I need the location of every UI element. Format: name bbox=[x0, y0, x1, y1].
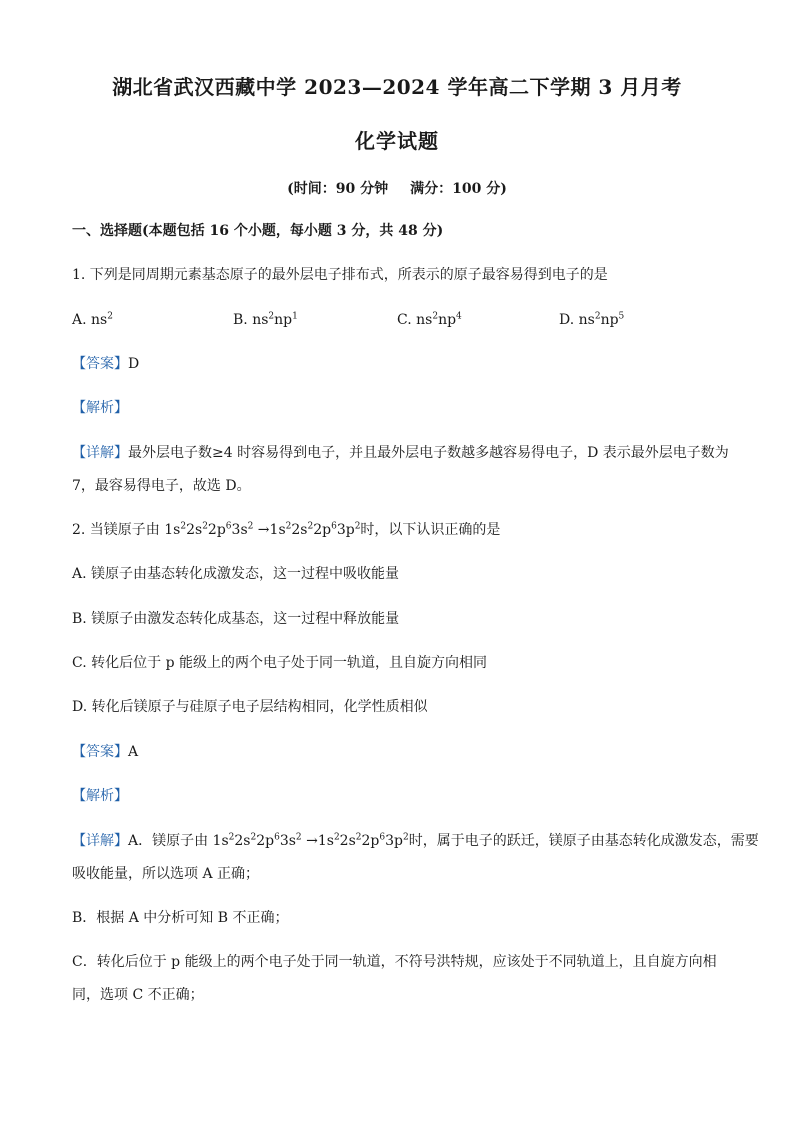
q2-detail-a-line1: 【详解】A．镁原子由 $1s^22s^22p^63s^2 \to 1s^22s^22p^63p^2$时，属于电子的跃迁，镁原子由基态转化成激发态，需要 bbox=[72, 832, 759, 849]
q2-option-c: C. 转化后位于 p 能级上的两个电子处于同一轨道，且自旋方向相同 bbox=[72, 655, 487, 671]
q2-detail-b: B．根据 A 中分析可知 B 不正确； bbox=[72, 910, 289, 926]
q1-option-d: D. $ns^2np^5$ bbox=[559, 311, 625, 328]
q2-detail-c-line2: 同，选项 C 不正确； bbox=[72, 987, 204, 1003]
q1-option-c: C. $ns^2np^4$ bbox=[397, 311, 462, 328]
score-info: 满分：100 分) bbox=[410, 181, 507, 197]
answer-value: A bbox=[128, 744, 139, 760]
q2-option-a: A. 镁原子由基态转化成激发态，这一过程中吸收能量 bbox=[72, 566, 400, 582]
exam-title: 湖北省武汉西藏中学 2023—2024 学年高二下学期 3 月月考 bbox=[112, 75, 682, 99]
q1-option-b: B. $ns^2np^1$ bbox=[233, 311, 298, 328]
q2-detail-c-line1: C．转化后位于 p 能级上的两个电子处于同一轨道，不符号洪特规，应该处于不同轨道上，且自旋方向相 bbox=[72, 954, 717, 970]
answer-value: D bbox=[128, 356, 140, 372]
analysis-tag: 【解析】 bbox=[72, 400, 128, 416]
q2-analysis bbox=[72, 786, 732, 806]
q1-stem: 1. 下列是同周期元素基态原子的最外层电子排布式，所表示的原子最容易得到电子的是 bbox=[72, 267, 608, 283]
q1-detail-line2: 7，最容易得电子，故选 D。 bbox=[72, 478, 251, 494]
answer-tag: 【答案】 bbox=[72, 356, 128, 372]
q1-analysis bbox=[72, 398, 732, 418]
q1-answer bbox=[72, 354, 732, 374]
detail-tag: 【详解】 bbox=[72, 445, 128, 461]
answer-tag: 【答案】 bbox=[72, 744, 128, 760]
q1-option-a: A. $ns^2$ bbox=[72, 311, 113, 328]
detail-tag: 【详解】 bbox=[72, 833, 128, 849]
q2-detail-a-line2: 吸收能量，所以选项 A 正确； bbox=[72, 866, 260, 882]
q2-stem: 2. 当镁原子由 $1s^22s^22p^63s^2 \to 1s^22s^22p^63p^2$时，以下认识正确的是 bbox=[72, 521, 501, 538]
q2-option-d: D. 转化后镁原子与硅原子电子层结构相同，化学性质相似 bbox=[72, 699, 428, 715]
analysis-tag: 【解析】 bbox=[72, 788, 128, 804]
exam-subtitle: 化学试题 bbox=[355, 129, 439, 153]
exam-meta bbox=[0, 178, 794, 198]
time-info: (时间：90 分钟 bbox=[287, 181, 389, 197]
q2-answer bbox=[72, 742, 732, 762]
section-heading: 一、选择题(本题包括 16 个小题，每小题 3 分，共 48 分) bbox=[72, 223, 444, 239]
q2-option-b: B. 镁原子由激发态转化成基态，这一过程中释放能量 bbox=[72, 611, 400, 627]
q1-detail-line1: 【详解】最外层电子数≥4 时容易得到电子，并且最外层电子数越多越容易得电子，D 表示最外层电子数为 bbox=[72, 445, 729, 461]
